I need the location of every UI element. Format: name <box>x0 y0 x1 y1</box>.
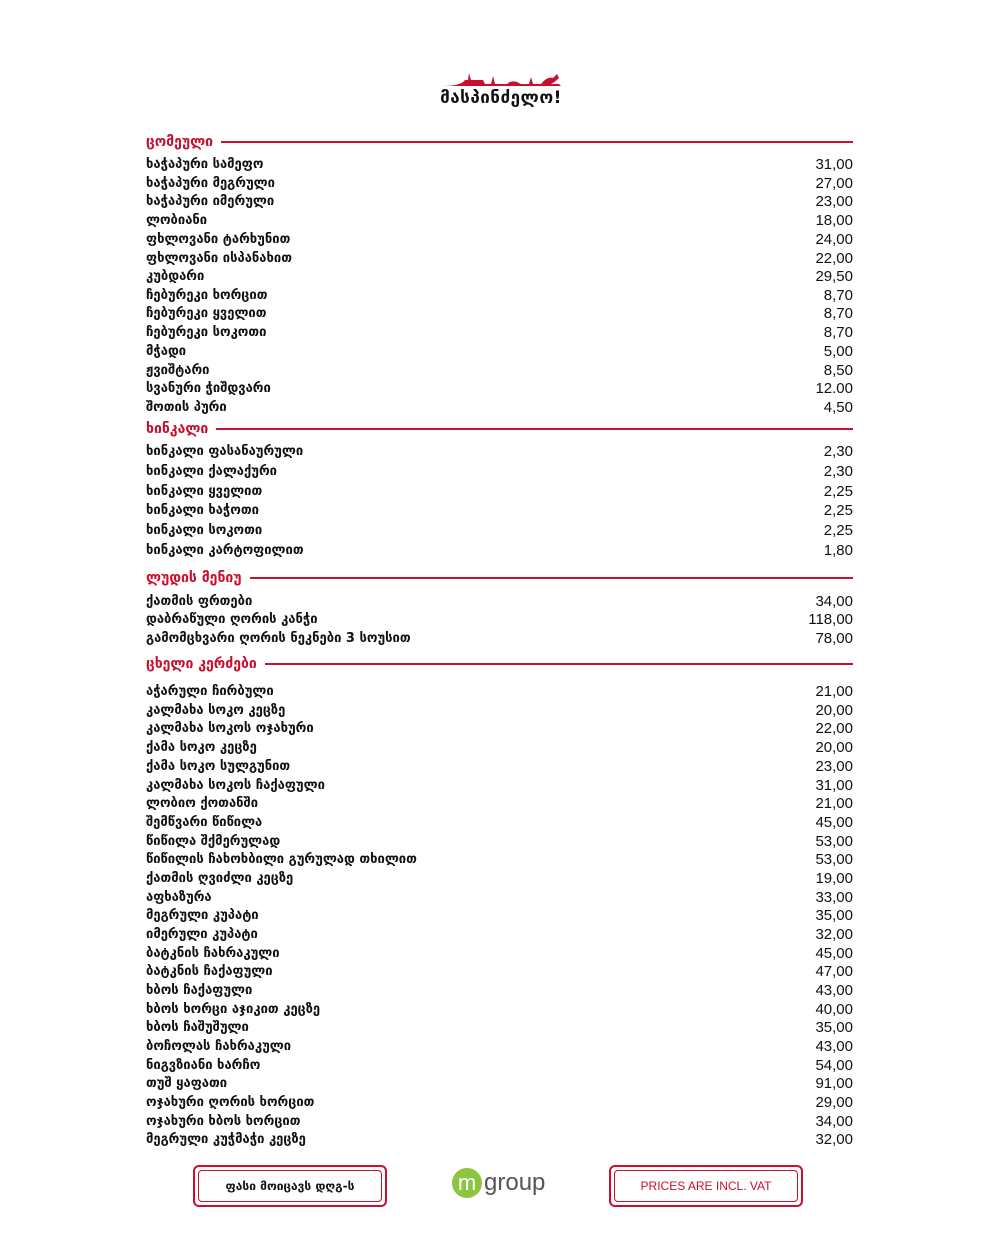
brand-logo <box>421 68 581 120</box>
menu-item-price: 53,00 <box>815 850 853 868</box>
section-title: ლუდის მენიუ <box>146 570 242 586</box>
menu-item <box>146 906 853 924</box>
menu-item <box>146 379 853 397</box>
menu-item-name: ოჯახური ხბოს ხორცით <box>146 1113 301 1129</box>
menu-item-price: 23,00 <box>815 192 853 210</box>
menu-item-price: 43,00 <box>815 981 853 999</box>
menu-item-name: ლობიო ქოთანში <box>146 795 259 811</box>
menu-item-price: 32,00 <box>815 1130 853 1148</box>
menu-item-name: ჟვიშტარი <box>146 362 210 378</box>
menu-item-name: ხინკალი ქალაქური <box>146 463 277 479</box>
menu-item-name: ქათმის ფრთები <box>146 593 253 609</box>
menu-item-name: ქამა სოკო კეცზე <box>146 739 257 755</box>
menu-item <box>146 521 853 539</box>
menu-item-price: 8,70 <box>823 323 853 341</box>
menu-item-price: 29,00 <box>815 1093 853 1111</box>
menu-item-price: 22,00 <box>815 719 853 737</box>
menu-item-name: ხინკალი ყველით <box>146 483 263 499</box>
menu-item-name: ჩებურეკი სოკოთი <box>146 324 267 340</box>
menu-item <box>146 610 853 628</box>
menu-item <box>146 541 853 559</box>
menu-item-name: ხბოს ჩაქაფული <box>146 982 253 998</box>
menu-item <box>146 174 853 192</box>
menu-item <box>146 888 853 906</box>
section-title: ხინკალი <box>146 421 209 437</box>
menu-item-name: კალმახა სოკოს ჩაქაფული <box>146 777 325 793</box>
menu-item-price: 35,00 <box>815 1018 853 1036</box>
menu-item-price: 45,00 <box>815 944 853 962</box>
menu-item-price: 34,00 <box>815 1112 853 1130</box>
section-header <box>146 654 853 674</box>
menu-item <box>146 682 853 700</box>
menu-item-name: ხინკალი კარტოფილით <box>146 542 304 558</box>
menu-item <box>146 342 853 360</box>
menu-item-price: 4,50 <box>823 398 853 416</box>
menu-item-name: კალმახა სოკოს ოჯახური <box>146 720 314 736</box>
menu-item-name: შემწვარი წიწილა <box>146 814 263 830</box>
menu-item-name: ჩებურეკი ყველით <box>146 305 267 321</box>
mgroup-word: group <box>484 1169 546 1196</box>
menu-item <box>146 925 853 943</box>
menu-item <box>146 981 853 999</box>
menu-item <box>146 462 853 480</box>
menu-item-name: კალმახა სოკო კეცზე <box>146 702 286 718</box>
menu-item-price: 8,70 <box>823 304 853 322</box>
menu-item-price: 8,70 <box>823 286 853 304</box>
menu-item <box>146 629 853 647</box>
menu-item-price: 31,00 <box>815 155 853 173</box>
menu-item-name: აჭარული ჩირბული <box>146 683 274 699</box>
menu-item-name: ფხლოვანი ტარხუნით <box>146 231 291 247</box>
menu-item <box>146 869 853 887</box>
menu-item-name: აფხაზურა <box>146 889 212 905</box>
menu-item-price: 21,00 <box>815 682 853 700</box>
menu-item-price: 2,25 <box>823 501 853 519</box>
section-divider <box>265 663 853 665</box>
menu-item-price: 2,30 <box>823 462 853 480</box>
menu-item <box>146 482 853 500</box>
menu-item-name: მეგრული კუჭმაჭი კეცზე <box>146 1131 306 1147</box>
menu-item-price: 31,00 <box>815 776 853 794</box>
menu-item-name: ხაჭაპური სამეფო <box>146 156 264 172</box>
section-header <box>146 419 853 439</box>
menu-item-price: 118,00 <box>808 610 853 628</box>
menu-item-price: 34,00 <box>815 592 853 610</box>
menu-item-name: კუბდარი <box>146 268 205 284</box>
menu-item-name: ხბოს ხორცი აჯიკით კეცზე <box>146 1001 321 1017</box>
menu-item-name: ბატკნის ჩაქაფული <box>146 963 273 979</box>
menu-item <box>146 211 853 229</box>
menu-item-name: გამომცხვარი ღორის ნეკნები 3 სოუსით <box>146 630 411 646</box>
menu-item <box>146 442 853 460</box>
vat-notice-english: PRICES ARE INCL. VAT <box>609 1165 803 1207</box>
menu-item <box>146 155 853 173</box>
menu-item-price: 40,00 <box>815 1000 853 1018</box>
menu-item-price: 20,00 <box>815 738 853 756</box>
menu-item-name: ბატკნის ჩახრაკული <box>146 945 280 961</box>
mgroup-m-icon: m <box>452 1168 482 1198</box>
skyline-graphic <box>421 68 581 90</box>
menu-item-name: ხინკალი ხაჭოთი <box>146 502 259 518</box>
menu-item-price: 33,00 <box>815 888 853 906</box>
menu-item-name: ხინკალი სოკოთი <box>146 522 263 538</box>
menu-item-price: 23,00 <box>815 757 853 775</box>
menu-item <box>146 1130 853 1148</box>
menu-item <box>146 304 853 322</box>
menu-item <box>146 944 853 962</box>
menu-item-price: 1,80 <box>823 541 853 559</box>
menu-item <box>146 776 853 794</box>
menu-item-name: ხბოს ჩაშუშული <box>146 1019 249 1035</box>
menu-item <box>146 1093 853 1111</box>
menu-item-price: 78,00 <box>815 629 853 647</box>
menu-item-price: 54,00 <box>815 1056 853 1074</box>
menu-item <box>146 249 853 267</box>
menu-item <box>146 1112 853 1130</box>
menu-item-price: 2,30 <box>823 442 853 460</box>
menu-item-name: ბოჩოლას ჩახრაკული <box>146 1038 292 1054</box>
menu-item-name: ოჯახური ღორის ხორცით <box>146 1094 315 1110</box>
menu-item-name: ფხლოვანი ისპანახით <box>146 250 292 266</box>
menu-item-price: 8,50 <box>823 361 853 379</box>
menu-item <box>146 286 853 304</box>
section-header <box>146 132 853 152</box>
menu-item-name: მჭადი <box>146 343 187 359</box>
menu-item-price: 2,25 <box>823 521 853 539</box>
menu-item <box>146 1074 853 1092</box>
menu-item-name: იმერული კუპატი <box>146 926 258 942</box>
menu-item-price: 20,00 <box>815 701 853 719</box>
menu-item <box>146 794 853 812</box>
menu-item <box>146 1056 853 1074</box>
menu-item-name: ქამა სოკო სულგუნით <box>146 758 291 774</box>
menu-item-name: წიწილა შქმერულად <box>146 833 281 849</box>
menu-item <box>146 230 853 248</box>
section-divider <box>250 577 853 579</box>
menu-item-price: 19,00 <box>815 869 853 887</box>
section-divider <box>216 428 853 430</box>
menu-item-price: 91,00 <box>815 1074 853 1092</box>
menu-item <box>146 592 853 610</box>
menu-item-price: 18,00 <box>815 211 853 229</box>
menu-item <box>146 192 853 210</box>
menu-item-price: 22,00 <box>815 249 853 267</box>
menu-item <box>146 738 853 756</box>
menu-item <box>146 813 853 831</box>
menu-item-name: ხინკალი ფასანაურული <box>146 443 304 459</box>
menu-item-price: 12.00 <box>815 379 853 397</box>
menu-item-price: 27,00 <box>815 174 853 192</box>
menu-item <box>146 701 853 719</box>
menu-item-name: ლობიანი <box>146 212 208 228</box>
brand-name: მასპინძელო! <box>440 88 562 108</box>
menu-item <box>146 1000 853 1018</box>
menu-item-name: ხაჭაპური იმერული <box>146 193 275 209</box>
vat-notice-georgian: ფასი მოიცავს დღგ-ს <box>193 1165 387 1207</box>
menu-item <box>146 757 853 775</box>
menu-item <box>146 501 853 519</box>
menu-item-price: 47,00 <box>815 962 853 980</box>
mgroup-logo <box>452 1167 545 1199</box>
menu-item-name: ნიგვზიანი ხარჩო <box>146 1057 261 1073</box>
menu-item <box>146 361 853 379</box>
menu-item <box>146 832 853 850</box>
menu-item-name: შოთის პური <box>146 399 227 415</box>
menu-item <box>146 1018 853 1036</box>
menu-item-name: ქათმის ღვიძლი კეცზე <box>146 870 294 886</box>
menu-item-name: ხაჭაპური მეგრული <box>146 175 275 191</box>
menu-item-name: მეგრული კუპატი <box>146 907 259 923</box>
menu-item <box>146 850 853 868</box>
menu-item <box>146 267 853 285</box>
menu-item-price: 45,00 <box>815 813 853 831</box>
menu-item-name: სვანური ჭიშდვარი <box>146 380 271 396</box>
menu-item-name: ჩებურეკი ხორცით <box>146 287 268 303</box>
menu-item-price: 53,00 <box>815 832 853 850</box>
menu-item-price: 21,00 <box>815 794 853 812</box>
menu-item-price: 43,00 <box>815 1037 853 1055</box>
menu-item <box>146 398 853 416</box>
section-title: ცხელი კერძები <box>146 656 257 672</box>
menu-item <box>146 719 853 737</box>
section-divider <box>221 141 853 143</box>
menu-item-name: წიწილის ჩახოხბილი გურულად თხილით <box>146 851 417 867</box>
menu-item-name: დაბრაწული ღორის კანჭი <box>146 611 318 627</box>
menu-item-price: 24,00 <box>815 230 853 248</box>
menu-item-price: 5,00 <box>823 342 853 360</box>
section-header <box>146 568 853 588</box>
menu-item <box>146 1037 853 1055</box>
menu-item-price: 2,25 <box>823 482 853 500</box>
menu-item-name: თუშ ყაფათი <box>146 1075 228 1091</box>
menu-item-price: 32,00 <box>815 925 853 943</box>
menu-item <box>146 323 853 341</box>
menu-item <box>146 962 853 980</box>
section-title: ცომეული <box>146 134 214 150</box>
menu-item-price: 35,00 <box>815 906 853 924</box>
menu-item-price: 29,50 <box>815 267 853 285</box>
